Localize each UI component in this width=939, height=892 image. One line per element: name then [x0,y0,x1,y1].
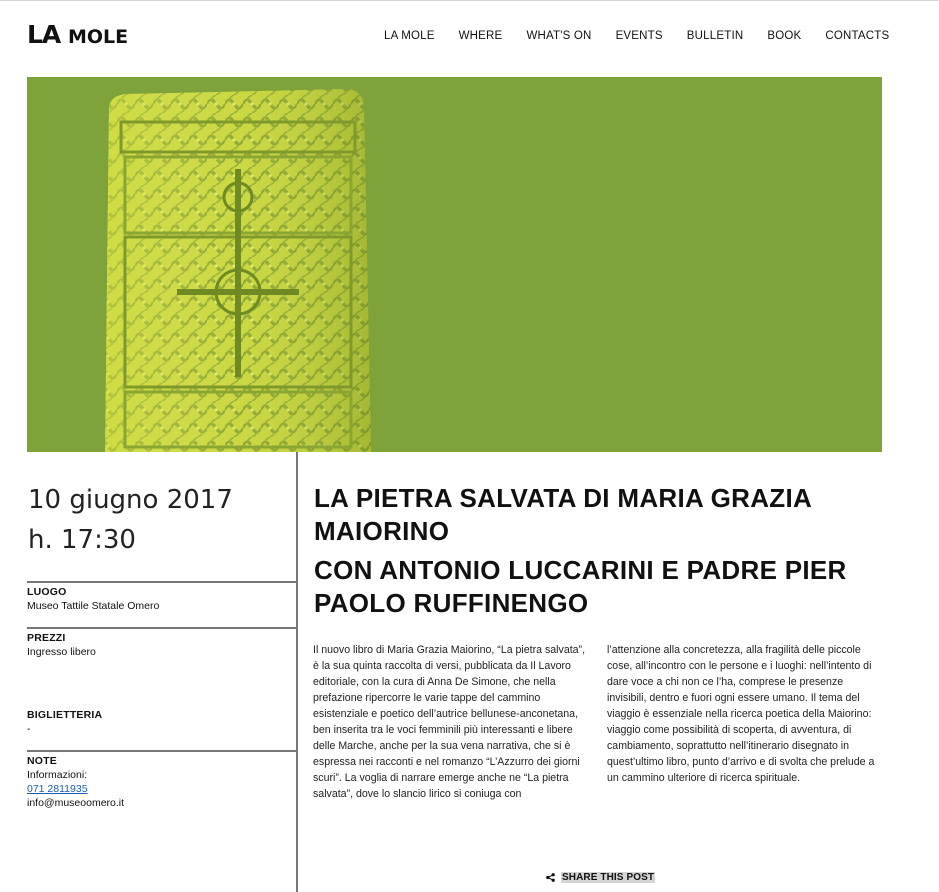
biglietteria-value: - [27,723,31,735]
event-title-block [314,482,874,620]
nav-item-where[interactable]: WHERE [458,30,503,42]
share-label: SHARE THIS POST [562,872,655,883]
event-time: h. 17:30 [28,525,136,555]
body-column-1: Il nuovo libro di Maria Grazia Maiorino, “La pietra salvata”, è la sua quinta raccolta di versi, pubblicata da Il Lavoro editoriale, con la cura di Anna De Simone, che nella prefazione ripercorre le varie tappe del cammino esistenziale e poetico dell’autrice bellunese-anconetana, ben inserita tra le voci femminili più interessanti e libere delle Marche, anche per la sua vena narrativa, che si è espressa nei racconti e nel romanzo “L’Azzurro dei giorni scuri”. La voglia di narrare emerge anche ne “La pietra salvata”, dove lo slancio lirico si coniuga con [313,644,586,800]
carved-stone-illustration [27,77,882,452]
prezzi-value: Ingresso libero [27,646,96,658]
info-note [27,750,296,810]
site-logo[interactable] [27,20,128,52]
nav-item-bulletin[interactable]: BULLETIN [686,30,744,42]
hero-image [27,77,882,452]
info-prezzi [27,627,296,659]
event-datetime [28,480,233,560]
note-label: NOTE [27,755,57,767]
top-border [0,0,939,1]
note-line1: Informazioni: [27,769,88,781]
nav-item-contacts[interactable]: CONTACTS [825,30,890,42]
share-icon [546,873,555,882]
nav-item-la-mole[interactable]: LA MOLE [384,30,435,42]
nav-item-whats-on[interactable]: WHAT'S ON [526,30,592,42]
column-divider [296,452,298,892]
main-nav [384,30,889,42]
body-column-2: l’attenzione alla concretezza, alla fragilità delle piccole cose, all’incontro con le persone e i luoghi: nell’intento di dare voce a chi non ce l’ha, comprese le presenze invisibili, dentro e fuori ogni essere umano. Il tema del viaggio è essenziale nella ricerca poetica della Maiorino: viaggio come possibilità di scoperta, di avventura, di cambiamento, soprattutto nell’itinerario disegnato in quest’ultimo libro, punto d’arrivo e di svolta che prelude a un cammino ulteriore di ricerca spirituale. [607,644,875,784]
info-luogo [27,581,296,613]
logo-text-small: MOLE [68,26,129,48]
luogo-label: LUOGO [27,586,67,598]
prezzi-label: PREZZI [27,632,66,644]
event-subtitle: CON ANTONIO LUCCARINI E PADRE PIER PAOLO RUFFINENGO [314,555,847,618]
info-biglietteria [27,706,296,736]
luogo-value: Museo Tattile Statale Omero [27,600,160,612]
biglietteria-label: BIGLIETTERIA [27,709,103,721]
note-email: info@museoomero.it [27,797,125,809]
logo-text-big: LA [27,20,61,49]
note-phone-link[interactable]: 071 2811935 [27,783,88,795]
nav-item-events[interactable]: EVENTS [615,30,663,42]
nav-item-book[interactable]: BOOK [767,30,802,42]
event-date: 10 giugno 2017 [28,485,233,515]
share-button[interactable] [546,872,655,883]
event-title: LA PIETRA SALVATA DI MARIA GRAZIA MAIORINO [314,483,812,546]
